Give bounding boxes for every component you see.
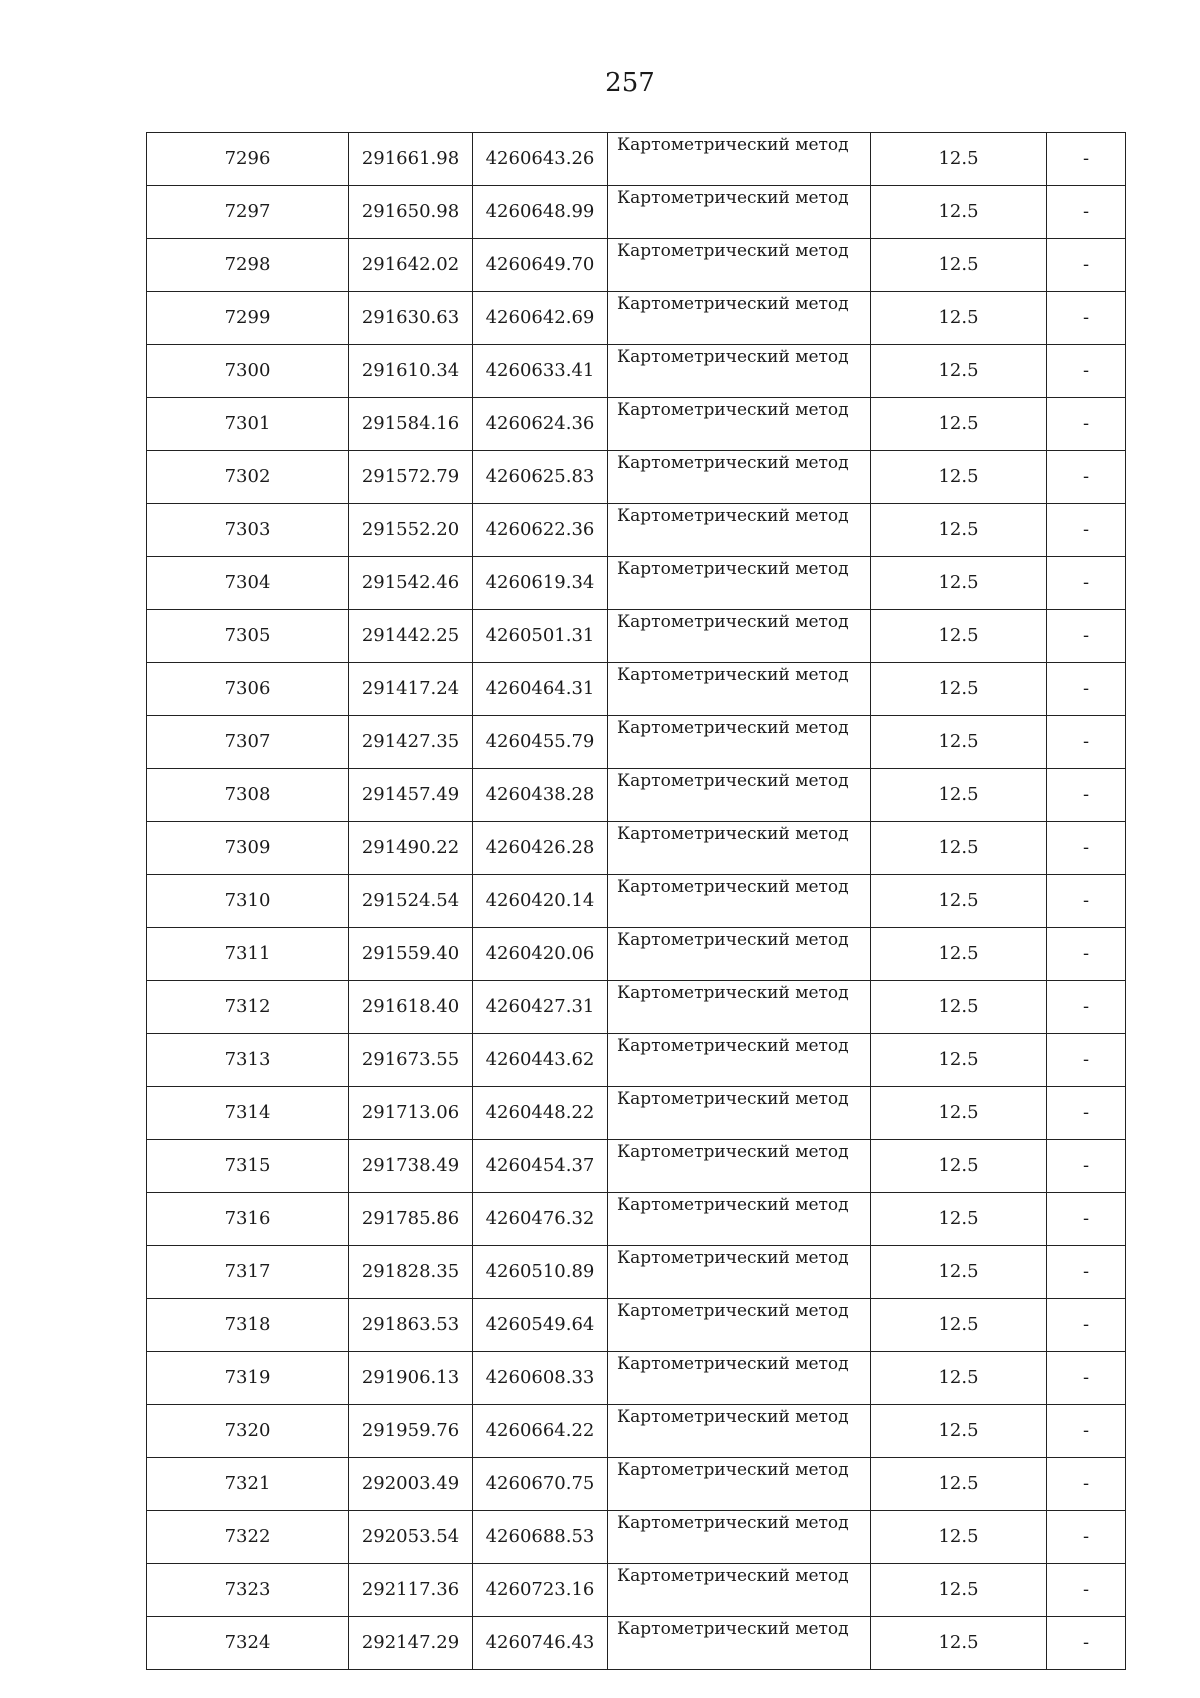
point-number-cell: 7313 bbox=[147, 1034, 349, 1087]
precision-cell: 12.5 bbox=[871, 769, 1047, 822]
extra-cell: - bbox=[1047, 981, 1126, 1034]
precision-cell: 12.5 bbox=[871, 1140, 1047, 1193]
extra-cell: - bbox=[1047, 928, 1126, 981]
method-cell: Картометрический метод bbox=[608, 557, 871, 610]
table-row bbox=[147, 1299, 1126, 1352]
y-coordinate-cell: 4260426.28 bbox=[473, 822, 608, 875]
x-coordinate-cell: 291552.20 bbox=[349, 504, 473, 557]
y-coordinate-cell: 4260549.64 bbox=[473, 1299, 608, 1352]
y-coordinate-cell: 4260648.99 bbox=[473, 186, 608, 239]
point-number-cell: 7300 bbox=[147, 345, 349, 398]
x-coordinate-cell: 291673.55 bbox=[349, 1034, 473, 1087]
x-coordinate-cell: 291417.24 bbox=[349, 663, 473, 716]
y-coordinate-cell: 4260476.32 bbox=[473, 1193, 608, 1246]
table-row bbox=[147, 610, 1126, 663]
table-row bbox=[147, 1458, 1126, 1511]
precision-cell: 12.5 bbox=[871, 875, 1047, 928]
extra-cell: - bbox=[1047, 716, 1126, 769]
table-row bbox=[147, 981, 1126, 1034]
extra-cell: - bbox=[1047, 1352, 1126, 1405]
x-coordinate-cell: 291959.76 bbox=[349, 1405, 473, 1458]
method-cell: Картометрический метод bbox=[608, 239, 871, 292]
precision-cell: 12.5 bbox=[871, 1087, 1047, 1140]
method-cell: Картометрический метод bbox=[608, 1458, 871, 1511]
table-row bbox=[147, 928, 1126, 981]
table-row bbox=[147, 1352, 1126, 1405]
y-coordinate-cell: 4260723.16 bbox=[473, 1564, 608, 1617]
table-row bbox=[147, 822, 1126, 875]
precision-cell: 12.5 bbox=[871, 186, 1047, 239]
y-coordinate-cell: 4260642.69 bbox=[473, 292, 608, 345]
x-coordinate-cell: 291542.46 bbox=[349, 557, 473, 610]
precision-cell: 12.5 bbox=[871, 239, 1047, 292]
table-row bbox=[147, 186, 1126, 239]
x-coordinate-cell: 291427.35 bbox=[349, 716, 473, 769]
method-cell: Картометрический метод bbox=[608, 716, 871, 769]
extra-cell: - bbox=[1047, 1140, 1126, 1193]
x-coordinate-cell: 291738.49 bbox=[349, 1140, 473, 1193]
method-cell: Картометрический метод bbox=[608, 981, 871, 1034]
extra-cell: - bbox=[1047, 292, 1126, 345]
method-cell: Картометрический метод bbox=[608, 292, 871, 345]
method-cell: Картометрический метод bbox=[608, 928, 871, 981]
point-number-cell: 7314 bbox=[147, 1087, 349, 1140]
extra-cell: - bbox=[1047, 1617, 1126, 1670]
precision-cell: 12.5 bbox=[871, 451, 1047, 504]
y-coordinate-cell: 4260608.33 bbox=[473, 1352, 608, 1405]
point-number-cell: 7323 bbox=[147, 1564, 349, 1617]
y-coordinate-cell: 4260688.53 bbox=[473, 1511, 608, 1564]
method-cell: Картометрический метод bbox=[608, 1511, 871, 1564]
y-coordinate-cell: 4260625.83 bbox=[473, 451, 608, 504]
method-cell: Картометрический метод bbox=[608, 1193, 871, 1246]
y-coordinate-cell: 4260443.62 bbox=[473, 1034, 608, 1087]
y-coordinate-cell: 4260670.75 bbox=[473, 1458, 608, 1511]
x-coordinate-cell: 291572.79 bbox=[349, 451, 473, 504]
x-coordinate-cell: 291457.49 bbox=[349, 769, 473, 822]
point-number-cell: 7305 bbox=[147, 610, 349, 663]
table-row bbox=[147, 239, 1126, 292]
table-row bbox=[147, 1193, 1126, 1246]
precision-cell: 12.5 bbox=[871, 610, 1047, 663]
extra-cell: - bbox=[1047, 345, 1126, 398]
table-row bbox=[147, 1140, 1126, 1193]
point-number-cell: 7296 bbox=[147, 133, 349, 186]
point-number-cell: 7318 bbox=[147, 1299, 349, 1352]
table-row bbox=[147, 451, 1126, 504]
method-cell: Картометрический метод bbox=[608, 769, 871, 822]
extra-cell: - bbox=[1047, 186, 1126, 239]
precision-cell: 12.5 bbox=[871, 1511, 1047, 1564]
point-number-cell: 7303 bbox=[147, 504, 349, 557]
y-coordinate-cell: 4260633.41 bbox=[473, 345, 608, 398]
table-row bbox=[147, 133, 1126, 186]
page-number: 257 bbox=[605, 68, 655, 98]
extra-cell: - bbox=[1047, 1193, 1126, 1246]
precision-cell: 12.5 bbox=[871, 1034, 1047, 1087]
precision-cell: 12.5 bbox=[871, 1299, 1047, 1352]
extra-cell: - bbox=[1047, 1034, 1126, 1087]
point-number-cell: 7301 bbox=[147, 398, 349, 451]
method-cell: Картометрический метод bbox=[608, 451, 871, 504]
extra-cell: - bbox=[1047, 610, 1126, 663]
table-row bbox=[147, 1511, 1126, 1564]
extra-cell: - bbox=[1047, 1564, 1126, 1617]
precision-cell: 12.5 bbox=[871, 928, 1047, 981]
table-row bbox=[147, 557, 1126, 610]
precision-cell: 12.5 bbox=[871, 133, 1047, 186]
extra-cell: - bbox=[1047, 1087, 1126, 1140]
x-coordinate-cell: 291906.13 bbox=[349, 1352, 473, 1405]
method-cell: Картометрический метод bbox=[608, 1087, 871, 1140]
extra-cell: - bbox=[1047, 1511, 1126, 1564]
table-row bbox=[147, 1087, 1126, 1140]
table-row bbox=[147, 769, 1126, 822]
method-cell: Картометрический метод bbox=[608, 504, 871, 557]
coordinates-table bbox=[146, 132, 1126, 1670]
method-cell: Картометрический метод bbox=[608, 1246, 871, 1299]
y-coordinate-cell: 4260454.37 bbox=[473, 1140, 608, 1193]
precision-cell: 12.5 bbox=[871, 1458, 1047, 1511]
point-number-cell: 7298 bbox=[147, 239, 349, 292]
precision-cell: 12.5 bbox=[871, 822, 1047, 875]
point-number-cell: 7321 bbox=[147, 1458, 349, 1511]
method-cell: Картометрический метод bbox=[608, 1405, 871, 1458]
y-coordinate-cell: 4260501.31 bbox=[473, 610, 608, 663]
precision-cell: 12.5 bbox=[871, 504, 1047, 557]
extra-cell: - bbox=[1047, 451, 1126, 504]
table-row bbox=[147, 292, 1126, 345]
point-number-cell: 7322 bbox=[147, 1511, 349, 1564]
point-number-cell: 7316 bbox=[147, 1193, 349, 1246]
x-coordinate-cell: 291863.53 bbox=[349, 1299, 473, 1352]
method-cell: Картометрический метод bbox=[608, 1352, 871, 1405]
precision-cell: 12.5 bbox=[871, 1193, 1047, 1246]
extra-cell: - bbox=[1047, 822, 1126, 875]
x-coordinate-cell: 291584.16 bbox=[349, 398, 473, 451]
extra-cell: - bbox=[1047, 1299, 1126, 1352]
x-coordinate-cell: 291785.86 bbox=[349, 1193, 473, 1246]
point-number-cell: 7311 bbox=[147, 928, 349, 981]
y-coordinate-cell: 4260420.06 bbox=[473, 928, 608, 981]
table-row bbox=[147, 345, 1126, 398]
method-cell: Картометрический метод bbox=[608, 663, 871, 716]
y-coordinate-cell: 4260455.79 bbox=[473, 716, 608, 769]
precision-cell: 12.5 bbox=[871, 1352, 1047, 1405]
extra-cell: - bbox=[1047, 1246, 1126, 1299]
method-cell: Картометрический метод bbox=[608, 133, 871, 186]
point-number-cell: 7324 bbox=[147, 1617, 349, 1670]
precision-cell: 12.5 bbox=[871, 557, 1047, 610]
extra-cell: - bbox=[1047, 769, 1126, 822]
method-cell: Картометрический метод bbox=[608, 1034, 871, 1087]
precision-cell: 12.5 bbox=[871, 663, 1047, 716]
point-number-cell: 7320 bbox=[147, 1405, 349, 1458]
point-number-cell: 7315 bbox=[147, 1140, 349, 1193]
table-row bbox=[147, 663, 1126, 716]
point-number-cell: 7309 bbox=[147, 822, 349, 875]
extra-cell: - bbox=[1047, 133, 1126, 186]
y-coordinate-cell: 4260643.26 bbox=[473, 133, 608, 186]
extra-cell: - bbox=[1047, 1405, 1126, 1458]
table-row bbox=[147, 716, 1126, 769]
x-coordinate-cell: 292053.54 bbox=[349, 1511, 473, 1564]
precision-cell: 12.5 bbox=[871, 1405, 1047, 1458]
method-cell: Картометрический метод bbox=[608, 610, 871, 663]
x-coordinate-cell: 291650.98 bbox=[349, 186, 473, 239]
table-row bbox=[147, 1246, 1126, 1299]
table-row bbox=[147, 504, 1126, 557]
method-cell: Картометрический метод bbox=[608, 1299, 871, 1352]
y-coordinate-cell: 4260510.89 bbox=[473, 1246, 608, 1299]
x-coordinate-cell: 291442.25 bbox=[349, 610, 473, 663]
extra-cell: - bbox=[1047, 557, 1126, 610]
x-coordinate-cell: 291828.35 bbox=[349, 1246, 473, 1299]
point-number-cell: 7307 bbox=[147, 716, 349, 769]
method-cell: Картометрический метод bbox=[608, 398, 871, 451]
y-coordinate-cell: 4260664.22 bbox=[473, 1405, 608, 1458]
table-row bbox=[147, 1564, 1126, 1617]
x-coordinate-cell: 291610.34 bbox=[349, 345, 473, 398]
method-cell: Картометрический метод bbox=[608, 345, 871, 398]
x-coordinate-cell: 291559.40 bbox=[349, 928, 473, 981]
precision-cell: 12.5 bbox=[871, 716, 1047, 769]
precision-cell: 12.5 bbox=[871, 398, 1047, 451]
y-coordinate-cell: 4260448.22 bbox=[473, 1087, 608, 1140]
extra-cell: - bbox=[1047, 398, 1126, 451]
x-coordinate-cell: 291661.98 bbox=[349, 133, 473, 186]
y-coordinate-cell: 4260622.36 bbox=[473, 504, 608, 557]
table-row bbox=[147, 1405, 1126, 1458]
y-coordinate-cell: 4260427.31 bbox=[473, 981, 608, 1034]
precision-cell: 12.5 bbox=[871, 1564, 1047, 1617]
x-coordinate-cell: 291490.22 bbox=[349, 822, 473, 875]
y-coordinate-cell: 4260464.31 bbox=[473, 663, 608, 716]
method-cell: Картометрический метод bbox=[608, 1140, 871, 1193]
method-cell: Картометрический метод bbox=[608, 1617, 871, 1670]
extra-cell: - bbox=[1047, 504, 1126, 557]
point-number-cell: 7308 bbox=[147, 769, 349, 822]
precision-cell: 12.5 bbox=[871, 981, 1047, 1034]
x-coordinate-cell: 291642.02 bbox=[349, 239, 473, 292]
extra-cell: - bbox=[1047, 1458, 1126, 1511]
precision-cell: 12.5 bbox=[871, 1617, 1047, 1670]
x-coordinate-cell: 291618.40 bbox=[349, 981, 473, 1034]
point-number-cell: 7304 bbox=[147, 557, 349, 610]
point-number-cell: 7312 bbox=[147, 981, 349, 1034]
method-cell: Картометрический метод bbox=[608, 1564, 871, 1617]
point-number-cell: 7297 bbox=[147, 186, 349, 239]
x-coordinate-cell: 292003.49 bbox=[349, 1458, 473, 1511]
coordinates-table-body bbox=[147, 133, 1126, 1670]
y-coordinate-cell: 4260438.28 bbox=[473, 769, 608, 822]
precision-cell: 12.5 bbox=[871, 345, 1047, 398]
method-cell: Картометрический метод bbox=[608, 875, 871, 928]
y-coordinate-cell: 4260420.14 bbox=[473, 875, 608, 928]
x-coordinate-cell: 292117.36 bbox=[349, 1564, 473, 1617]
x-coordinate-cell: 291524.54 bbox=[349, 875, 473, 928]
point-number-cell: 7306 bbox=[147, 663, 349, 716]
extra-cell: - bbox=[1047, 875, 1126, 928]
table-row bbox=[147, 875, 1126, 928]
method-cell: Картометрический метод bbox=[608, 822, 871, 875]
point-number-cell: 7310 bbox=[147, 875, 349, 928]
x-coordinate-cell: 291713.06 bbox=[349, 1087, 473, 1140]
extra-cell: - bbox=[1047, 239, 1126, 292]
x-coordinate-cell: 291630.63 bbox=[349, 292, 473, 345]
point-number-cell: 7302 bbox=[147, 451, 349, 504]
y-coordinate-cell: 4260619.34 bbox=[473, 557, 608, 610]
point-number-cell: 7299 bbox=[147, 292, 349, 345]
point-number-cell: 7319 bbox=[147, 1352, 349, 1405]
x-coordinate-cell: 292147.29 bbox=[349, 1617, 473, 1670]
table-row bbox=[147, 1034, 1126, 1087]
table-row bbox=[147, 398, 1126, 451]
y-coordinate-cell: 4260746.43 bbox=[473, 1617, 608, 1670]
point-number-cell: 7317 bbox=[147, 1246, 349, 1299]
y-coordinate-cell: 4260624.36 bbox=[473, 398, 608, 451]
extra-cell: - bbox=[1047, 663, 1126, 716]
y-coordinate-cell: 4260649.70 bbox=[473, 239, 608, 292]
precision-cell: 12.5 bbox=[871, 1246, 1047, 1299]
method-cell: Картометрический метод bbox=[608, 186, 871, 239]
table-row bbox=[147, 1617, 1126, 1670]
precision-cell: 12.5 bbox=[871, 292, 1047, 345]
